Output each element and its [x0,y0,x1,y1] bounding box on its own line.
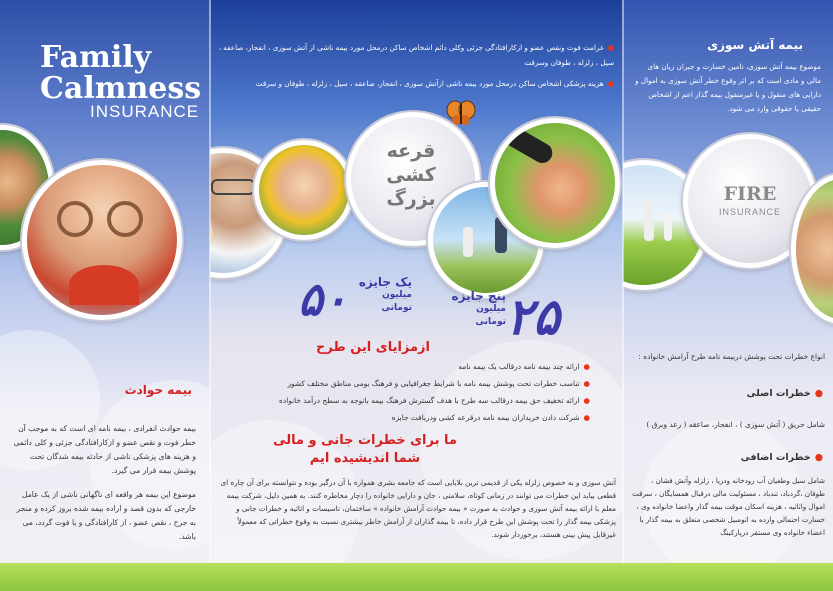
accident-insurance-title: بیمه حوادث [124,383,192,397]
slogan [240,432,490,468]
glasses-icon [211,179,255,195]
coverage-intro: انواع خطرات تحت پوشش دربیمه نامه طرح آرامش خانواده : [638,352,825,361]
bullet-icon: ● [583,396,590,405]
person-shape [463,227,473,257]
advantage-item [240,409,590,426]
top-bullet-text: هزینه پزشکی اشخاص ساکن درمحل مورد بیمه ناشی ازآتش سوزی ، انفجار، صاعقه ، سیل ، زلزله ، طوفان و سرقت [255,79,604,88]
prize-2-number: ۲۵ [506,288,560,346]
brand-line-calmness: Calmness [40,71,202,106]
bullet-icon: ● [607,79,614,88]
person-shape [644,201,654,241]
advantage-item [240,392,590,409]
middle-body-text: آتش سوزی و به خصوص زلزله یکی از قدیمی ترین بلایایی است که جامعه بشری همواره با آن درگیر بوده و نتوانسته برای آن چاره ای قطعی بیابد این خطرات می توانند در زمانی کوتاه، سلامتی ، جان و دارایی خانواده را دچار مخاطره کنند. به همین دلیل، شرکت بیمه معلم با ارائه بیمه آتش سوزی و حوادث به صورت « بیمه حوادث آرامش خانواده » ساختمان، تاسیسات و اثاثیه و خطرات جانی و پزشکی بیمه گذار را تحت پوشش این طرح قرار داده، تا بیمه گذاران از آرامش خاطر بیشتری نسبت به وقوع خطراتی که معمولاً غیرقابل پیش بینی هستند، برخوردار شوند. [220,478,616,539]
advantage-item [240,358,590,375]
prize-1-number: ۵۰ [298,272,348,326]
prize-2-line2: میلیون تومانی [475,304,506,327]
brand-line-family: Family [40,40,152,75]
bottom-green-strip [0,563,833,591]
prize-2-label [444,290,506,329]
bullet-icon: ● [583,413,590,422]
slogan-line-1: ما برای خطرات جانی و مالی [273,433,457,448]
additional-risks-heading [683,452,823,463]
hand-goggle-icon [57,201,93,237]
advantages-title: ازمزایای این طرح [316,340,430,355]
bullet-icon: ● [814,452,823,463]
fire-circle-line-2: INSURANCE [718,207,781,217]
principal-risks-heading [683,388,823,399]
advantage-text: تناسب خطرات تحت پوشش بیمه نامه با شرایط جغرافیایی و فرهنگ بومی مناطق مختلف کشور [287,379,580,388]
bullet-icon: ● [607,43,614,52]
advantage-item [240,375,590,392]
shirt-shape [69,265,139,305]
prize-1-line2: میلیون تومانی [381,290,412,313]
advantage-text: ارائه چند بیمه نامه درقالب یک بیمه نامه [458,362,580,371]
right-panel [623,0,833,591]
brand-logo [40,42,201,104]
fold-line [622,0,624,591]
advantage-text: ارائه تخفیف حق بیمه درقالب سه طرح با هدف گسترش فرهنگ بیمه باتوجه به سطح درآمد خانواده [279,396,580,405]
principal-risks-title: خطرات اصلی [746,388,811,399]
principal-risks-text: شامل حریق ( آتش سوزی ) ، انفجار، صاعقه ( رعد وبرق ) [646,420,825,429]
hand-goggle-icon [107,201,143,237]
middle-panel [210,0,623,591]
slogan-line-2: شما اندیشیده ایم [309,451,421,466]
advantages-list [240,358,590,426]
boy-flower-crown-photo [254,140,354,240]
prize-1-line1: یک جایزه [358,275,412,289]
sleeve-shape [494,119,556,166]
lottery-text: قرعه کشی بزرگ [386,140,436,210]
bullet-icon: ● [814,388,823,399]
left-panel [0,0,210,591]
fold-line [209,0,211,591]
top-bullet-text: غرامت فوت ونقص عضو و ازکارافتادگی جزئی وکلی دائم اشخاص ساکن درمحل مورد بیمه ناشی از آتش سوزی ، انفجار، صاعقه ، سیل ، زلزله ، طوفان وسرقت [218,43,614,67]
children-photo [22,160,182,320]
brand-line-insurance: INSURANCE [90,102,200,121]
accident-paragraph-1: بیمه حوادث انفرادی ، بیمه نامه ای است که به موجب آن خطر فوت و نقص عضو و ازکارافتادگی جزئی و کلی دائمی و هزینه های پزشکی ناشی از حادثه بیمه شدگان تحت پوشش بیمه قرار می گیرد. [13,424,196,475]
top-bullet-2 [218,76,614,91]
prize-1-label [350,276,412,315]
bullet-icon: ● [583,362,590,371]
accident-paragraph-2: موضوع این بیمه هر واقعه ای ناگهانی ناشی از یک عامل خارجی که بدون قصد و اراده بیمه شده بروز کرده و منجر به جرح ، نقص عضو ، از کارافتادگی و یا فوت گردد، می باشد. [16,490,196,541]
holding-hands-photo [490,118,620,248]
bullet-icon: ● [583,379,590,388]
person-shape [664,211,672,241]
top-bullet-1 [218,40,614,70]
additional-risks-title: خطرات اضافی [740,452,811,463]
fire-insurance-title: بیمه آتش سوزی [707,38,803,52]
prize-2-line1: پنج جایزه [451,289,506,303]
additional-risks-text: شامل سیل وطغیان آب رودخانه ودریا ، زلزله وآتش فشان ، طوفان ،گردباد، تندباد ، مسئولیت مالی درقبال همسایگان ، سرقت اموال واثاثیه ، هزینه اسکان موقت بیمه گذار واعضا خانواده وی ، خسارت احتمالی وارده به اتومبیل شخصی متعلق به بیمه گذار یا اعضاء خانواده وی مستقر درپارکینگ [632,476,825,537]
butterfly-icon [446,100,476,126]
fire-circle-line-1: FIRE [723,183,777,205]
fire-insurance-intro: موضوع بیمه آتش سوزی، تامین خسارت و جبران زیان های مالی و مادی است که بر اثر وقوع خطر آتش سوزی به اموال و دارایی های منقول و یا غیرمنقول بیمه گذار اعم از اشخاص حقیقی یا حقوقی وارد می شود. [635,62,821,113]
advantage-text: شرکت دادن خریداران بیمه نامه درقرعه کشی ودریافت جایزه [391,413,580,422]
